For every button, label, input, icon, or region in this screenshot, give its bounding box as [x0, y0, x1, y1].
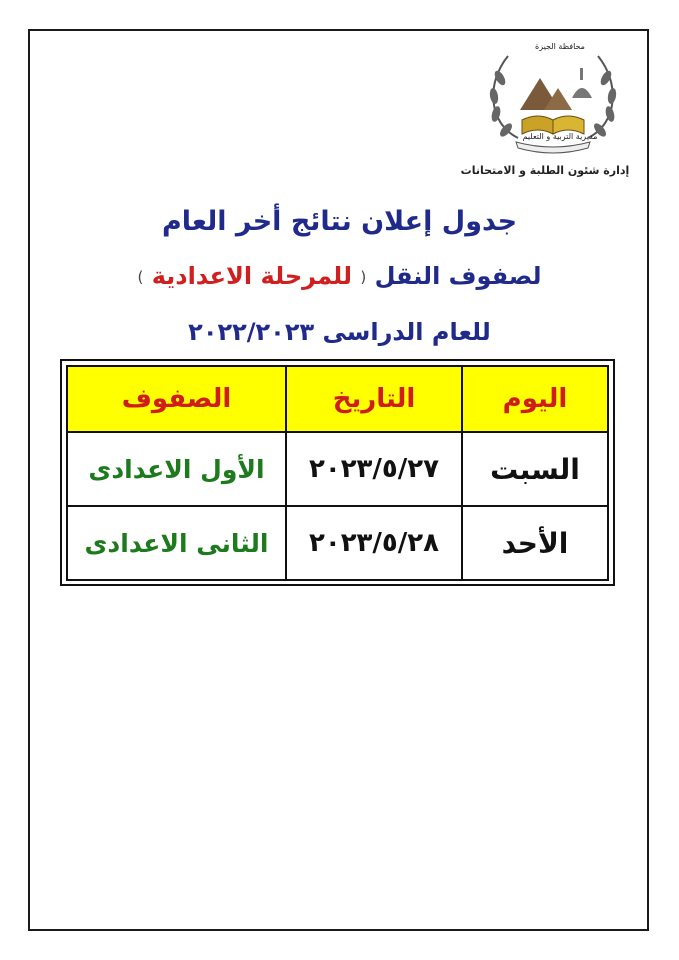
row-grade: الثانى الاعدادى — [67, 506, 286, 580]
department-name: إدارة شئون الطلبة و الامتحانات — [460, 164, 630, 177]
row-date: ٢٠٢٣/٥/٢٧ — [286, 432, 462, 506]
header-grade: الصفوف — [67, 366, 286, 432]
subtitle-close-paren: ) — [137, 268, 144, 286]
header-date: التاريخ — [286, 366, 462, 432]
row-date: ٢٠٢٣/٥/٢٨ — [286, 506, 462, 580]
subtitle-open-paren: ( — [360, 268, 367, 286]
logo-top-text: محافظة الجيزة — [535, 42, 585, 51]
logo-bottom-text: مديرية التربية و التعليم — [522, 132, 598, 141]
row-day: الأحد — [462, 506, 608, 580]
subtitle-stage: للمرحلة الاعدادية — [151, 262, 352, 290]
row-grade: الأول الاعدادى — [67, 432, 286, 506]
announcement-title: جدول إعلان نتائج أخر العام — [161, 206, 518, 237]
table-row — [67, 506, 608, 580]
announcement-subtitle — [0, 262, 679, 290]
subtitle-transfer-grades: لصفوف النقل — [374, 262, 542, 290]
table-header-row — [67, 366, 608, 432]
row-day: السبت — [462, 432, 608, 506]
table-row — [67, 432, 608, 506]
academic-year: للعام الدراسى ٢٠٢٢/٢٠٢٣ — [188, 318, 491, 346]
header-day: اليوم — [462, 366, 608, 432]
results-schedule-table — [60, 359, 615, 586]
